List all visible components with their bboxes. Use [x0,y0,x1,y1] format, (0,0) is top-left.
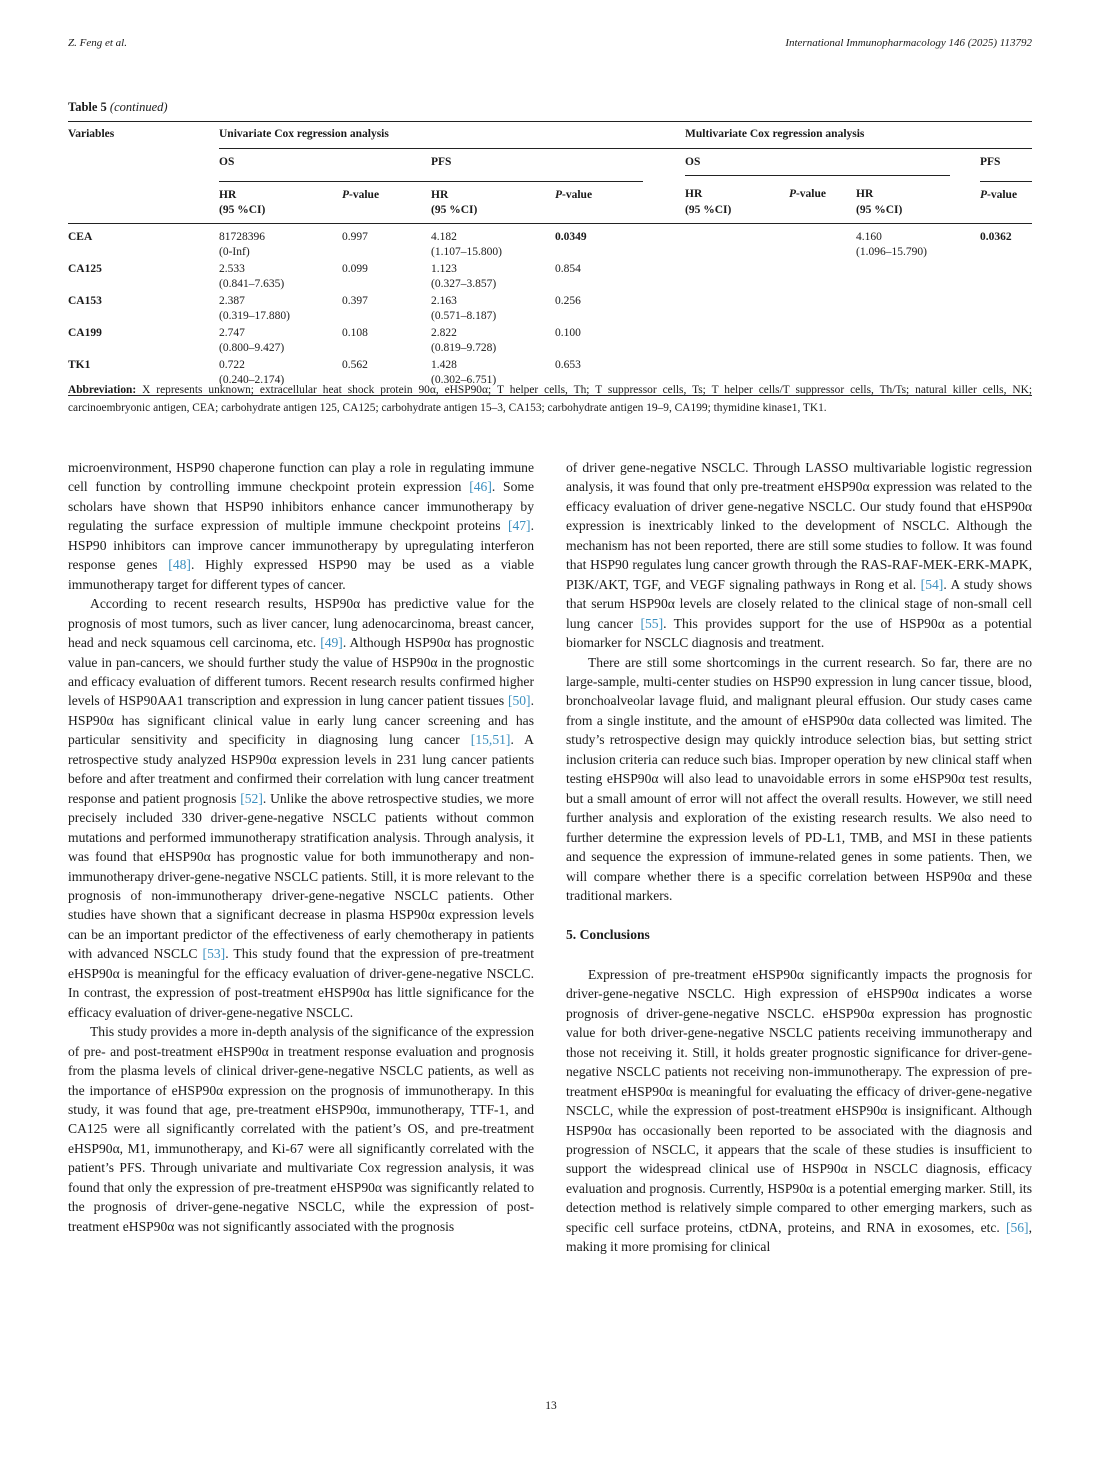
table-row [68,294,1032,326]
header-uni-os-hr: HR (95 %CI) [219,188,266,216]
citation-link[interactable]: [52] [240,790,263,806]
author-running-head: Z. Feng et al. [68,37,127,49]
text-run: microenvironment, HSP90 chaperone function can play a role in regulating immune cell function by controlling immune checkpoint protein expression [68,460,534,495]
uni-pfs-p-cell: 0.100 [555,326,581,339]
uni-os-hr-cell: 0.722 (0.240–2.174) [219,358,285,386]
header-multi-os-hr-p: HR (95 %CI) P-value [685,188,826,216]
right-text-column [566,458,1032,1257]
uni-os-p-cell: 0.562 [342,358,368,371]
text-run: Expression of pre-treatment eHSP90α significantly impacts the prognosis for driver-gene-negative NSCLC. High expression of eHSP90α indicates a worse prognosis of driver-gene-negative NSCLC. eHSP90α expression has prognostic value for both driver-gene-negative NSCLC patients receiving immunotherapy and those not receiving it. Still, it holds greater prognostic significance for driver-gene-negative NSCLC patients not receiving non-immunotherapy. The expression of pre-treatment eHSP90α is meaningful for evaluating the efficacy of driver-gene-negative NSCLC, while the expression of post-treatment eHSP90α is insignificant. Although HSP90α has occasionally been reported to be associated with the diagnosis and progression of NSCLC, it appears that the scale of these studies is insufficient to support the widespread clinical use of HSP90α in NSCLC diagnosis, efficacy evaluation and prognosis. Currently, HSP90α is a potential emerging marker. Still, its detection method is relatively simple compared to other emerging markers, such as specific cell surface proteins, ctDNA, proteins, and RNA in exosomes, etc. [566,966,1032,1235]
uni-pfs-hr-cell: 1.123 (0.327–3.857) [431,262,497,290]
header-uni-os-p: P-value [342,188,380,201]
paragraph [68,458,534,594]
citation-link[interactable]: [53] [202,946,226,962]
multi-os-cell [643,223,856,262]
citation-link[interactable]: [54] [920,576,944,592]
uni-os-hr-cell: 2.533 (0.841–7.635) [219,262,285,290]
uni-os-p-cell: 0.997 [342,230,368,243]
text-run: . A study shows that serum HSP90α levels are closely related to the clinical stage of non-small cell lung cancer [566,576,1032,631]
citation-link[interactable]: [15,51] [470,732,511,748]
header-multivariate: Multivariate Cox regression analysis [643,122,1032,149]
citation-link[interactable]: [50] [507,693,531,709]
paragraph [68,594,534,1022]
uni-pfs-hr-cell: 2.163 (0.571–8.187) [431,294,497,322]
citation-link[interactable]: [49] [320,635,343,651]
row-variable: CA153 [68,294,102,307]
multi-pfs-p-cell [980,294,1032,326]
text-run: of driver gene-negative NSCLC. Through LASSO multivariable logistic regression analysis, it was found that only pre-treatment eHSP90α expression was related to the efficacy evaluation of driver gene-negative NSCLC. Our study found that eHSP90α expression is inextricably linked to the development of NSCLC. Although the mechanism has not been reported, there are still some studies to follow. It was found that HSP90 regulates lung cancer growth through the RAS-RAF-MEK-ERK-MAPK, PI3K/AKT, TGF, and VEGF signaling pathways in Rong et al. [566,460,1032,592]
text-run: . Although HSP90α has prognostic value in pan-cancers, we should further study the value of HSP90α in the prognostic and efficacy evaluation of different tumors. Recent research results confirmed higher levels of HSP90AA1 transcription and expression in lung cancer patient tissues [68,635,535,709]
journal-running-head: International Immunopharmacology 146 (2025) 113792 [785,37,1032,49]
multi-pfs-p-cell [980,262,1032,294]
uni-os-p-cell: 0.108 [342,326,368,339]
header-multi-os: OS [685,155,950,177]
paragraph [566,458,1032,653]
uni-os-p-cell: 0.397 [342,294,368,307]
text-run: . Highly expressed HSP90 may be used as a viable immunotherapy target for different types of cancer. [68,557,534,592]
abbreviation-text: X represents unknown; extracellular heat shock protein 90α, eHSP90α; T helper cells, Th; T suppressor cells, Ts; T helper cells/T suppressor cells, Th/Ts; natural killer cells, NK; carcinoembryonic antigen, CEA; carbohydrate antigen 125, CA125; carbohydrate antigen 15–3, CA153; carbohydrate antigen 19–9, CA199; thymidine kinase1, TK1. [68,384,1032,414]
uni-os-hr-cell: 2.747 (0.800–9.427) [219,326,285,354]
row-variable: CEA [68,230,93,243]
multi-pfs-hr-cell [856,262,980,294]
multi-pfs-p-cell: 0.0362 [980,230,1012,243]
left-text-column [68,458,534,1236]
header-multi-pfs-hr: HR (95 %CI) [856,188,903,216]
text-run: . This study found that the expression of pre-treatment eHSP90α is meaningful for the efficacy evaluation of driver-gene-negative NSCLC. In contrast, the expression of post-treatment eHSP90α has little significance for the efficacy evaluation of driver-gene-negative NSCLC. [68,946,534,1020]
uni-pfs-p-cell: 0.653 [555,358,581,371]
page-number: 13 [545,1400,557,1412]
header-uni-pfs-p: P-value [555,188,593,201]
uni-os-p-cell: 0.099 [342,262,368,275]
table-caption [68,100,168,115]
paragraph [566,653,1032,906]
multi-pfs-p-cell [980,326,1032,358]
uni-pfs-hr-cell: 4.182 (1.107–15.800) [431,230,502,258]
table-abbreviation-note [68,382,1032,417]
table-row [68,326,1032,358]
text-run: This study provides a more in-depth analysis of the significance of the expression of pre- and post-treatment eHSP90α in treatment response evaluation and prognosis from the plasma levels of clinical driver-gene-negative NSCLC patients, as well as the importance of eHSP90α expression on the prognosis of immunotherapy. In this study, it was found that age, pre-treatment eHSP90α, immunotherapy, TTF-1, and CA125 were all significantly correlated with the patient’s OS, and pre-treatment eHSP90α, M1, immunotherapy, and Ki-67 were all significantly correlated with the patient’s PFS. Through univariate and multivariate Cox regression analysis, it was found that only the expression of pre-treatment eHSP90α was significantly related to the prognosis of driver-gene-negative NSCLC, while the expression of post-treatment eHSP90α was not significantly associated with the prognosis [68,1024,534,1234]
text-run: . Some scholars have shown that HSP90 inhibitors enhance cancer immunotherapy by regulating the surface expression of multiple immune checkpoint proteins [68,479,534,534]
section-heading-conclusions: 5. Conclusions [566,927,650,943]
header-uni-os: OS [219,148,431,181]
row-variable: CA199 [68,326,102,339]
multi-pfs-hr-cell: 4.160 (1.096–15.790) [856,230,927,258]
citation-link[interactable]: [48] [168,557,191,573]
uni-os-hr-cell: 2.387 (0.319–17.880) [219,294,290,322]
multi-pfs-hr-cell [856,294,980,326]
citation-link[interactable]: [46] [469,479,492,495]
header-uni-pfs-hr: HR (95 %CI) [431,188,478,216]
citation-link[interactable]: [55] [640,615,664,631]
uni-pfs-hr-cell: 2.822 (0.819–9.728) [431,326,497,354]
multi-os-cell [643,294,856,326]
multi-pfs-hr-cell [856,326,980,358]
table-5 [68,121,1032,396]
uni-os-hr-cell: 81728396 (0-Inf) [219,230,265,258]
text-run: . A retrospective study analyzed HSP90α expression levels in 231 lung cancer patients before and after treatment and confirmed their correlation with lung cancer treatment response and patient prognosis [68,732,534,806]
text-run: . Unlike the above retrospective studies, we more precisely included 330 driver-gene-negative NSCLC patients without common mutations and performed immunotherapy stratification analysis. Through analysis, it was found that eHSP90α has prognostic value for both immunotherapy and non-immunotherapy driver-gene-negative NSCLC patients. Still, it is more relevant to the prognosis of non-immunotherapy driver-gene-negative NSCLC patients. Other studies have shown that a significant decrease in plasma HSP90α expression levels can be an important predictor of the effectiveness of early chemotherapy in patients with advanced NSCLC [68,790,534,962]
table-row [68,262,1032,294]
text-run: There are still some shortcomings in the current research. So far, there are no large-sample, multi-center studies on HSP90 expression in lung cancer tissue, blood, bronchoalveolar lavage fluid, and malignant pleural effusion. Our study cases came from a single institute, and the amount of eHSP90α data collected was limited. The study’s retrospective design may quickly introduce selection bias, but setting strict inclusion criteria can reduce such bias. Improper operation by new clinical staff when testing eHSP90α will also lead to unavoidable errors in some eHSP90α test results, but a small amount of error will not affect the overall results. However, we still need further analysis and exploration of the existing research results. We also need to further determine the expression levels of PD-L1, TMB, and MSI in these patients and sequence the expression of immune-related genes in some patients. Then, we will compare whether there is a specific correlation between HSP90α and these traditional markers. [566,654,1032,903]
text-run: . HSP90α has significant clinical value in early lung cancer screening and has particular sensitivity and specificity in diagnosing lung cancer [68,693,534,748]
uni-pfs-hr-cell: 1.428 (0.302–6.751) [431,358,497,386]
header-variables: Variables [68,128,115,140]
header-multi-pfs: PFS [980,148,1032,181]
uni-pfs-p-cell: 0.0349 [555,230,587,243]
paragraph [68,1022,534,1236]
multi-os-cell [643,262,856,294]
citation-link[interactable]: [47] [507,518,531,534]
text-run: . This provides support for the use of HSP90α as a potential biomarker for NSCLC diagnosis and treatment. [566,615,1032,651]
table-row [68,223,1032,262]
uni-pfs-p-cell: 0.854 [555,262,581,275]
header-uni-pfs: PFS [431,148,643,181]
header-univariate: Univariate Cox regression analysis [219,122,643,149]
table-continued-label: (continued) [109,100,168,114]
header-multi-pfs-p: P-value [980,188,1018,201]
abbreviation-label: Abbreviation: [68,384,137,396]
multi-os-cell [643,326,856,358]
text-run: According to recent research results, HSP90α has predictive value for the prognosis of most tumors, such as liver cancer, lung adenocarcinoma, breast cancer, head and neck squamous cell carcinoma, etc. [68,596,534,651]
text-run: , making it more promising for clinical [566,1219,1032,1255]
row-variable: CA125 [68,262,102,275]
citation-link[interactable]: [56] [1005,1219,1029,1235]
table-label: Table 5 [68,100,107,114]
paragraph [566,965,1032,1257]
row-variable: TK1 [68,358,91,371]
uni-pfs-p-cell: 0.256 [555,294,581,307]
text-run: . HSP90 inhibitors can improve cancer immunotherapy by upregulating interferon response genes [68,518,534,573]
running-head [68,37,1032,53]
